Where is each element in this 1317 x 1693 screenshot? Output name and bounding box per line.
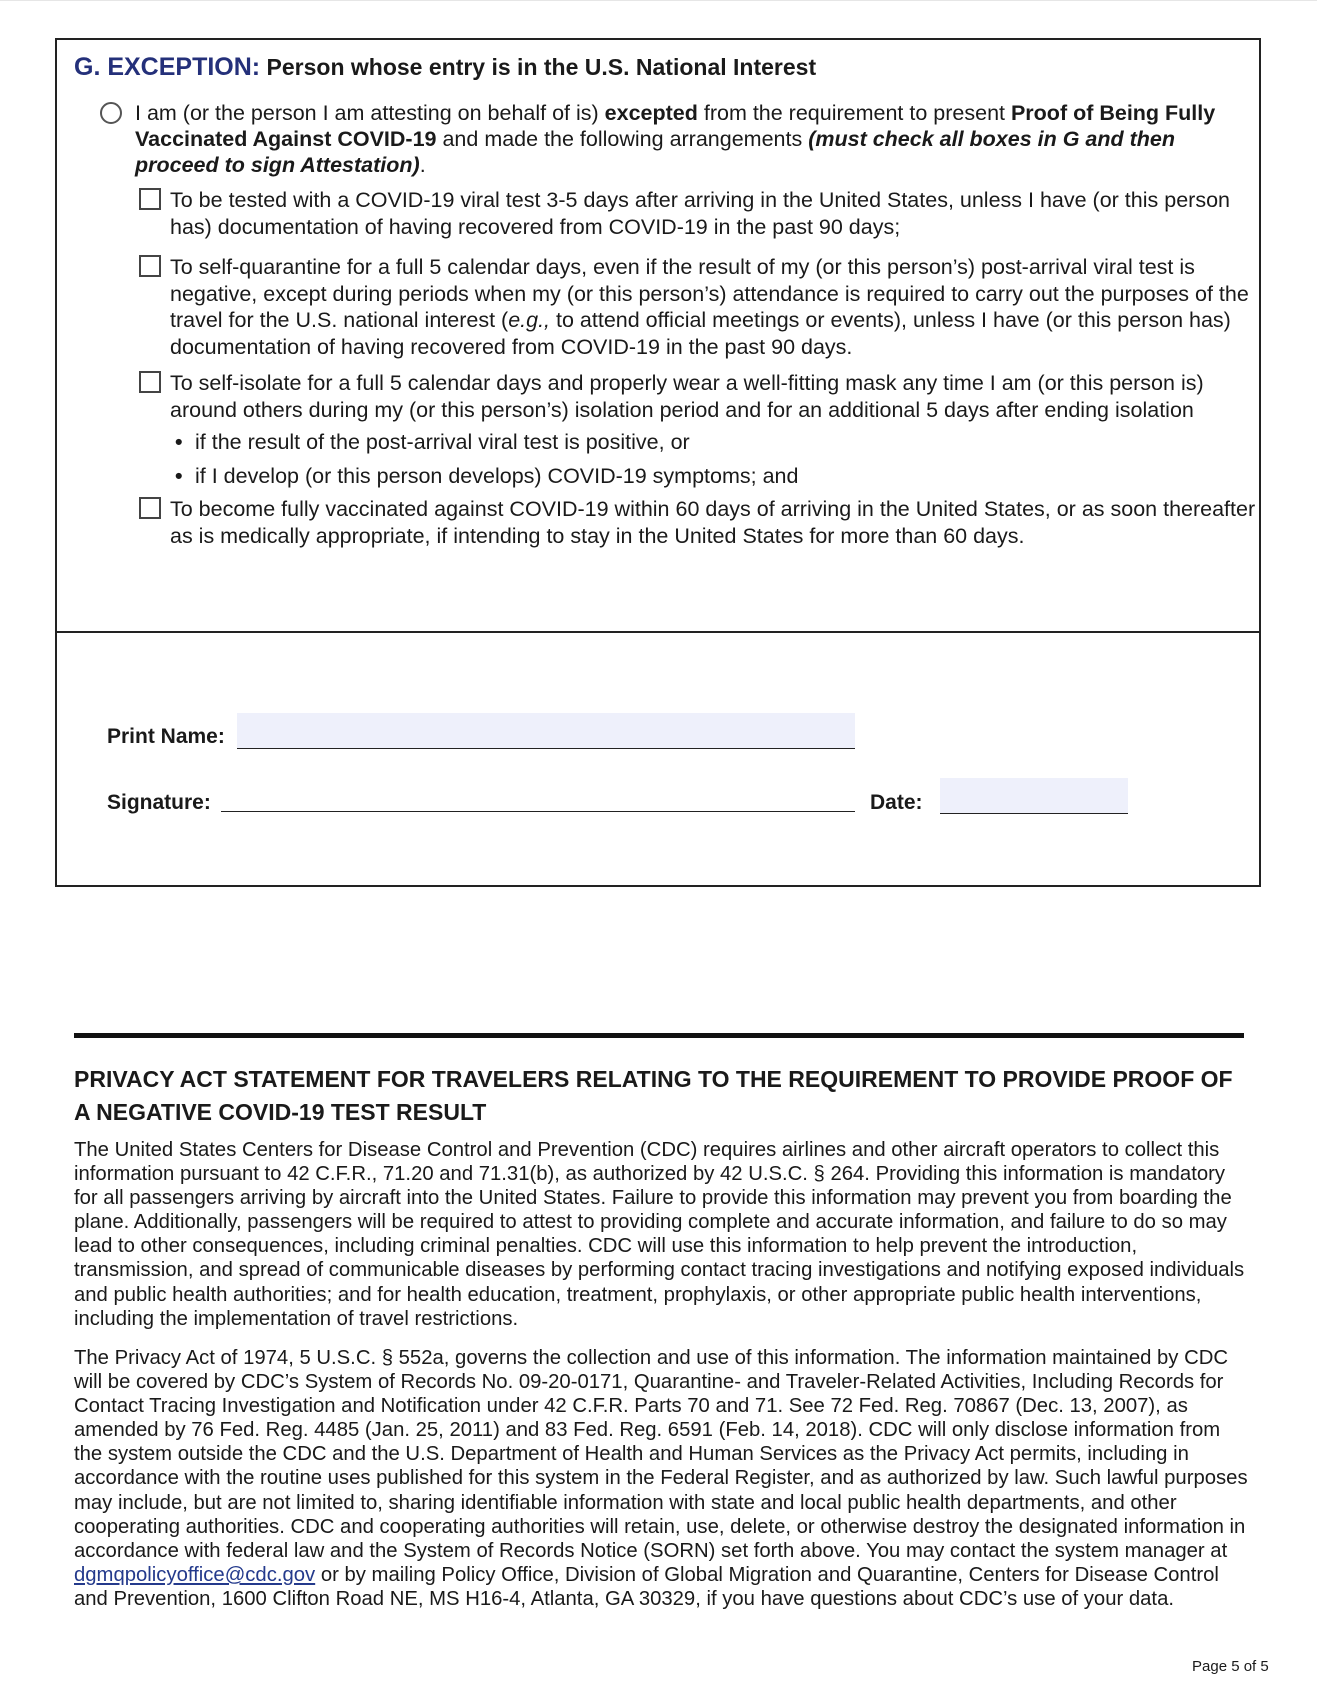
quarantine-eg: e.g., xyxy=(508,308,551,332)
intro-text-part: . xyxy=(419,153,426,177)
quarantine-text-part: To self-quarantine for a full 5 calendar days, even if the result of my (or this person’s) post-arrival viral test is negative, except during periods when my (or this person’s) attendance is required to carry out the purposes of the travel for the U.S. national interest ( xyxy=(170,255,1249,332)
checkbox-self-quarantine-label xyxy=(170,254,1260,360)
page-number: Page 5 of 5 xyxy=(1192,1658,1269,1675)
checkbox-self-isolate-label: To self-isolate for a full 5 calendar days and properly wear a well-fitting mask any time I am (or this person is) around others during my (or this person’s) isolation period and for an additional 5 days after ending isolation xyxy=(170,371,1204,422)
privacy-act-paragraph-1: The United States Centers for Disease Control and Prevention (CDC) requires airlines and other aircraft operators to collect this information pursuant to 42 C.F.R., 71.20 and 71.31(b), as authorized by 42 U.S.C. § 264. Providing this information is mandatory for all passengers arriving by aircraft into the United States. Failure to provide this information may prevent you from boarding the plane. Additionally, passengers will be required to attest to providing complete and accurate information, and failure to do so may lead to other consequences, including criminal penalties. CDC will use this information to help prevent the introduction, transmission, and spread of communicable diseases by performing contact tracing investigations and notifying exposed individuals and public health authorities; and for health education, treatment, prophylaxis, or other appropriate public health interventions, including the implementation of travel restrictions. xyxy=(74,1139,1245,1330)
intro-proof-requirement: Proof of Being Fully Vaccinated Against COVID-19 xyxy=(135,101,1216,151)
section-g-box xyxy=(55,38,1261,633)
privacy-act-title: PRIVACY ACT STATEMENT FOR TRAVELERS RELATING TO THE REQUIREMENT TO PROVIDE PROOF OF A NEGATIVE COVID-19 TEST RESULT xyxy=(74,1066,1233,1125)
paragraph-text-part: or by mailing Policy Office, Division of Global Migration and Quarantine, Centers for Disease Control and Prevention, 1600 Clifton Road NE, MS H16-4, Atlanta, GA 30329, if you have questions about CDC’s use of your data. xyxy=(74,1563,1219,1610)
contact-email-link[interactable]: dgmqpolicyoffice@cdc.gov xyxy=(74,1563,316,1586)
checkbox-vaccination[interactable] xyxy=(139,497,161,519)
date-label: Date: xyxy=(870,791,923,814)
intro-excepted: excepted xyxy=(604,101,698,125)
checkbox-vaccination-label: To become fully vaccinated against COVID-19 within 60 days of arriving in the United States, or as soon thereafter as is medically appropriate, if intending to stay in the United States for more than 60 days. xyxy=(170,497,1256,548)
privacy-act-paragraph-2 xyxy=(74,1346,1249,1611)
bullet-text: if I develop (or this person develops) COVID-19 symptoms; and xyxy=(195,464,799,488)
quarantine-text-part: to attend official meetings or events), unless I have (or this person has) documentation of having recovered from COVID-19 in the past 90 days. xyxy=(170,308,1231,359)
paragraph-text-part: The Privacy Act of 1974, 5 U.S.C. § 552a, governs the collection and use of this information. The information maintained by CDC will be covered by CDC’s System of Records No. 09-20-0171, Quarantine- and Traveler-Related Activities, Including Records for Contact Tracing Investigation and Notification under 42 C.F.R. Parts 70 and 71. See 72 Fed. Reg. 70867 (Dec. 13, 2007), as amended by 76 Fed. Reg. 4485 (Jan. 25, 2011) and 83 Fed. Reg. 6591 (Feb. 14, 2018). CDC will only disclose information from the system outside the CDC and the U.S. Department of Health and Human Services as the Privacy Act permits, including in accordance with the routine uses published for this system in the Federal Register, and as authorized by law. Such lawful purposes may include, but are not limited to, sharing identifiable information with state and local public health departments, and other cooperating authorities. CDC and cooperating authorities will retain, use, delete, or otherwise destroy the designated information in accordance with federal law and the System of Records Notice (SORN) set forth above. You may contact the system manager at xyxy=(74,1347,1248,1562)
checkbox-viral-test[interactable] xyxy=(139,188,161,210)
isolation-condition-item xyxy=(175,463,798,489)
checkbox-viral-test-label: To be tested with a COVID-19 viral test 3-5 days after arriving in the United States, unless I have (or this person has) documentation of having recovered from COVID-19 in the past 90 days; xyxy=(170,188,1230,239)
signature-box xyxy=(55,631,1261,887)
exception-radio-button[interactable] xyxy=(100,102,122,124)
print-name-input[interactable] xyxy=(237,713,855,749)
section-g-heading xyxy=(74,53,816,82)
checkbox-self-quarantine[interactable] xyxy=(139,255,161,277)
print-name-label: Print Name: xyxy=(107,725,225,748)
bullet-dot: • xyxy=(175,430,183,454)
section-g-title: Person whose entry is in the U.S. National Interest xyxy=(266,54,817,80)
intro-instruction: (must check all boxes in G and then proceed to sign Attestation) xyxy=(135,127,1175,177)
intro-text-part: and made the following arrangements xyxy=(436,127,809,151)
intro-text-part: from the requirement to present xyxy=(697,101,1011,125)
isolation-condition-item xyxy=(175,429,690,455)
date-input[interactable] xyxy=(940,778,1128,814)
page-top-edge xyxy=(0,0,1317,1)
intro-text-part: I am (or the person I am attesting on behalf of is) xyxy=(135,101,605,125)
signature-line[interactable] xyxy=(221,781,855,812)
section-divider-rule xyxy=(74,1033,1244,1038)
signature-label: Signature: xyxy=(107,791,211,814)
exception-intro-text xyxy=(135,100,1245,178)
section-g-label: G. EXCEPTION: xyxy=(74,53,261,81)
bullet-text: if the result of the post-arrival viral test is positive, or xyxy=(195,430,690,454)
checkbox-self-isolate[interactable] xyxy=(139,371,161,393)
bullet-dot: • xyxy=(175,464,183,488)
